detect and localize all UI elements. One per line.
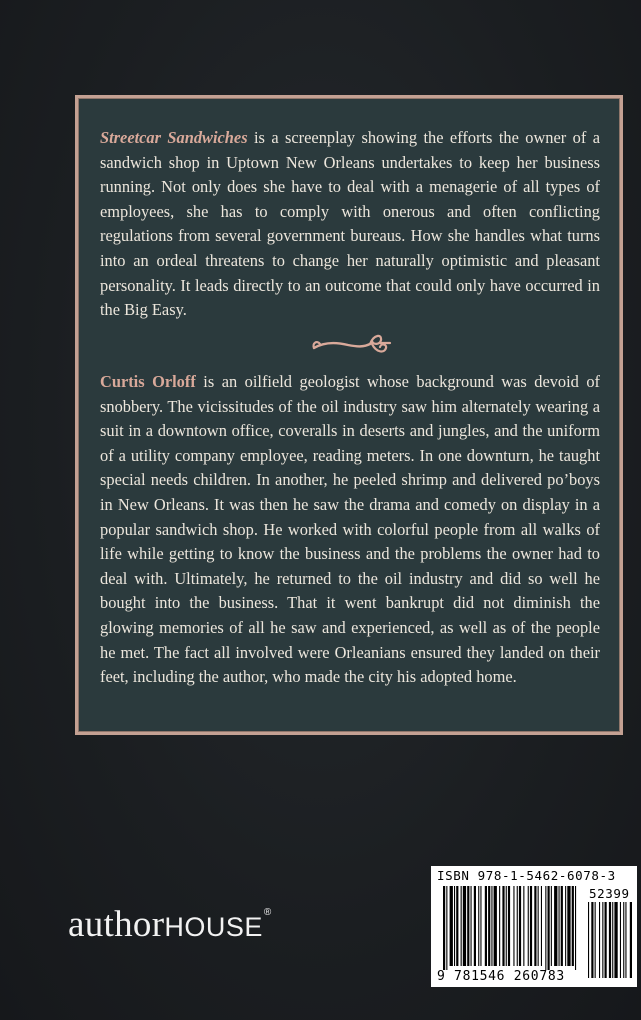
author-name: Curtis Orloff [100,372,196,391]
blurb-panel [75,95,623,735]
book-title: Streetcar Sandwiches [100,128,248,147]
isbn-barcode [431,866,637,987]
price-code: 52399 [589,886,630,901]
barcode-digits: 9 781546 260783 [437,969,565,984]
ornamental-flourish-icon [310,328,392,358]
book-description [100,126,600,323]
isbn-label: ISBN 978-1-5462-6078-3 [437,868,616,883]
registered-mark: ® [263,907,272,918]
publisher-logo [68,903,272,946]
publisher-logo-author: author [68,904,165,945]
author-bio-text: is an oilfield geologist whose background was devoid of snobbery. The vicissitudes of the oil industry saw him alternately wearing a suit in a downtown office, coveralls in deserts and jungles, and the uniform of a utility company employee, reading meters. In one downturn, he taught special needs children. In another, he peeled shrimp and delivered po’boys in New Orleans. It was then he saw the drama and comedy on display in a popular sandwich shop. He worked with colorful people from all walks of life while getting to know the business and the problems the owner had to deal with. Ultimately, he returned to the oil industry and did so well he bought into the business. That it went bankrupt did not diminish the glowing memories of all he saw and experienced, as well as of the people he met. The fact all involved were Orleanians ensured they landed on their feet, including the author, who made the city his adopted home. [100,372,600,687]
publisher-logo-house: HOUSE [164,912,263,942]
book-description-text: is a screenplay showing the efforts the owner of a sandwich shop in Uptown New Orleans undertakes to keep her business running. Not only does she have to deal with a menagerie of all types of employees, she has to comply with onerous and often conflicting regulations from several government bureaus. How she handles what turns into an ordeal threatens to change her naturally optimistic and pleasant personality. It leads directly to an outcome that could only have occurred in the Big Easy. [100,128,600,320]
author-bio [100,370,600,690]
